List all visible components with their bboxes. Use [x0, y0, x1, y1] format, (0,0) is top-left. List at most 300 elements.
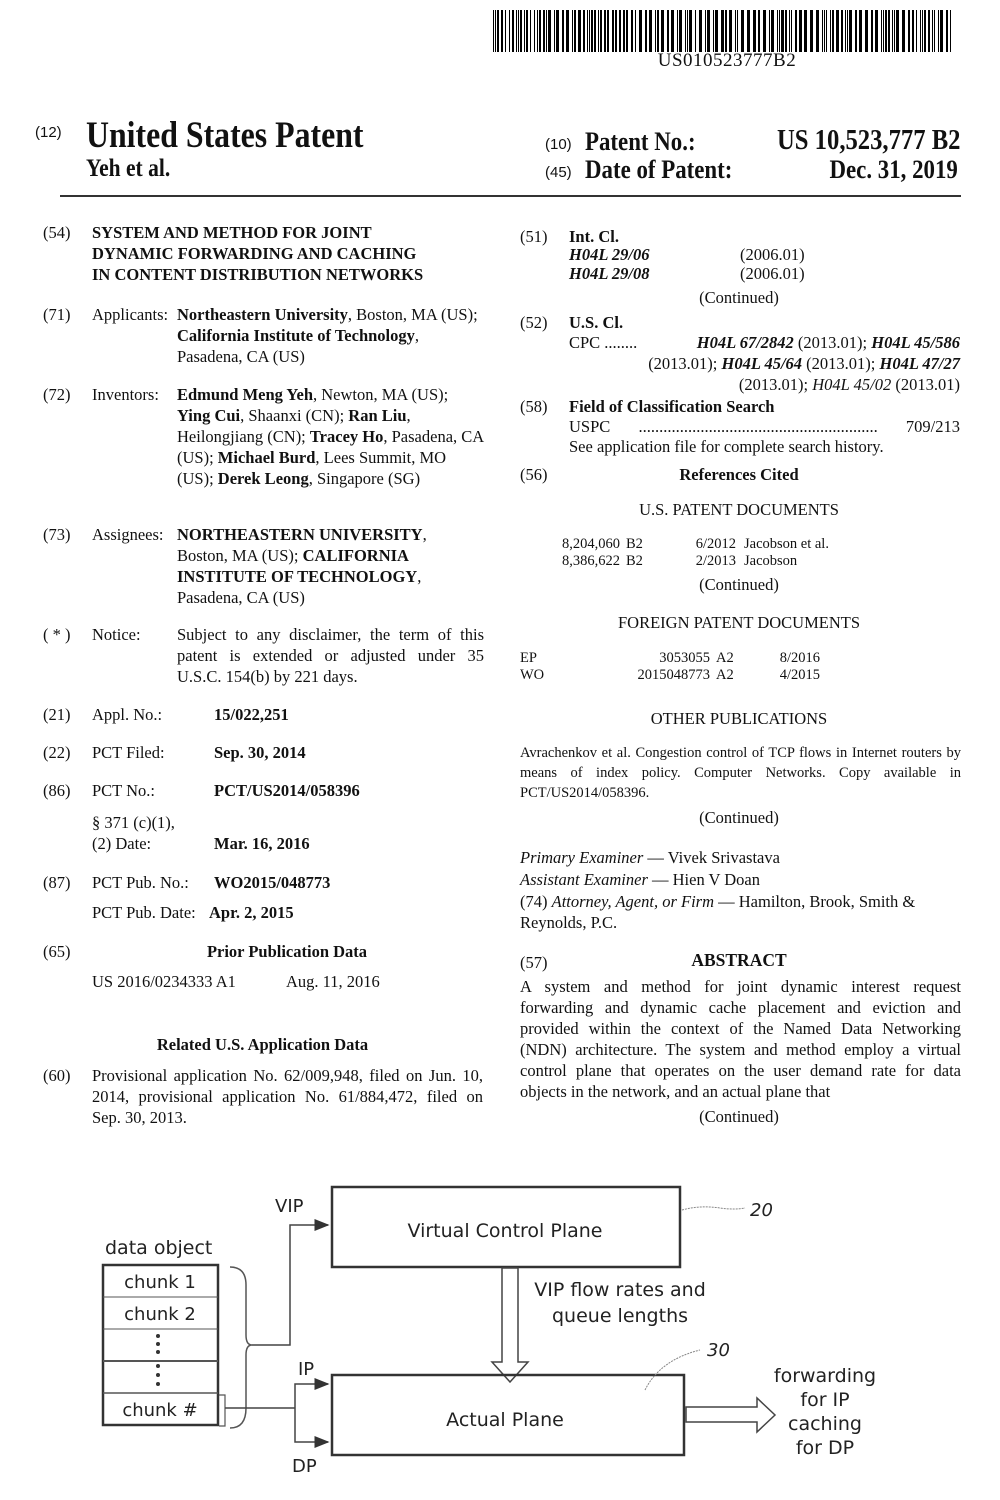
- int-cl-version: (2006.01): [740, 264, 805, 283]
- barcode-bar: [539, 10, 541, 52]
- barcode-bar: [938, 10, 939, 52]
- us-docs-continued: (Continued): [699, 575, 779, 594]
- barcode-bar: [830, 10, 831, 52]
- code-86: (86): [43, 781, 71, 800]
- barcode-bar: [554, 10, 555, 52]
- cpc-line: [569, 353, 960, 374]
- output-arrow: [686, 1398, 775, 1432]
- barcode-bar: [501, 10, 503, 52]
- barcode-bar: [679, 10, 682, 52]
- us-patent-doc-row: [556, 553, 884, 570]
- barcode-bar: [534, 10, 535, 52]
- appl-no-value: 15/022,251: [214, 705, 289, 724]
- pct-pub-no-label: PCT Pub. No.:: [92, 873, 189, 892]
- system-diagram: [0, 1150, 1000, 1500]
- text-run: (2013.01);: [648, 354, 722, 373]
- code-12: (12): [35, 124, 62, 141]
- dash: —: [718, 892, 735, 911]
- barcode-bar: [789, 10, 790, 52]
- barcode-bar: [721, 10, 724, 52]
- barcode-bar: [758, 10, 760, 52]
- invention-title-line: IN CONTENT DISTRIBUTION NETWORKS: [92, 265, 424, 284]
- barcode-bar: [777, 10, 778, 52]
- barcode-bar: [741, 10, 744, 52]
- barcode-bar: [849, 10, 852, 52]
- us-patent-doc-cell: 8,386,622: [562, 553, 620, 569]
- barcode-bar: [543, 10, 545, 52]
- barcode-bar: [671, 10, 674, 52]
- uspc-value: 709/213: [905, 417, 960, 436]
- foreign-patent-doc-cell: A2: [716, 667, 734, 683]
- field-search-heading: Field of Classification Search: [569, 397, 775, 416]
- barcode-bar: [725, 10, 727, 52]
- other-pubs-text: Avrachenkov et al. Congestion control of TCP flows in Internet routers by means of index policy. Computer Networks. Copy available in PCT/US2014/058396.: [520, 745, 961, 801]
- barcode-bar: [649, 10, 652, 52]
- barcode-bar: [922, 10, 923, 52]
- barcode-bar: [934, 10, 935, 52]
- abstract-text: A system and method for joint dynamic interest request forwarding and dynamic cache placement and eviction and provided within the context of the Named Data Networking (NDN) architecture. The system and method employ a virtual control plane that operates on the user demand rate for data objects in the network, and an actual plane that: [520, 977, 961, 1101]
- barcode-bar: [747, 10, 750, 52]
- barcode-bar: [785, 10, 787, 52]
- barcode-bar: [735, 10, 736, 52]
- assistant-examiner-label: Assistant Examiner: [520, 870, 648, 889]
- dp-connector: [295, 1408, 328, 1442]
- barcode-bar: [598, 10, 599, 52]
- barcode: [493, 10, 961, 52]
- attorney-label: Attorney, Agent, or Firm: [551, 892, 715, 911]
- barcode-bar: [594, 10, 596, 52]
- barcode-bar: [589, 10, 590, 52]
- primary-examiner-label: Primary Examiner: [520, 848, 644, 867]
- barcode-bar: [619, 10, 621, 52]
- code-72: (72): [43, 385, 71, 404]
- barcode-bar: [799, 10, 802, 52]
- barcode-bar: [537, 10, 538, 52]
- barcode-bar: [655, 10, 656, 52]
- output-label-line: for IP: [800, 1389, 850, 1411]
- barcode-bar: [824, 10, 825, 52]
- barcode-bar: [615, 10, 617, 52]
- text-run: H04L 47/27: [879, 354, 960, 373]
- text-run: Derek Leong: [217, 469, 309, 488]
- barcode-bar: [940, 10, 943, 52]
- code-87: (87): [43, 873, 71, 892]
- abstract-heading: ABSTRACT: [691, 950, 787, 970]
- text-run: NORTHEASTERN UNIVERSITY: [177, 525, 423, 544]
- int-cl-class: H04L 29/06: [569, 245, 650, 264]
- barcode-bar: [912, 10, 914, 52]
- text-run: (2013.01);: [793, 333, 872, 352]
- flow-down-arrow: [492, 1268, 528, 1382]
- int-cl-version: (2006.01): [740, 245, 805, 264]
- assistant-examiner-name: Hien V Doan: [672, 870, 761, 889]
- vip-connector: [252, 1225, 328, 1345]
- barcode-bar: [928, 10, 930, 52]
- barcode-bar: [892, 10, 893, 52]
- barcode-bar: [645, 10, 647, 52]
- barcode-bar: [804, 10, 807, 52]
- ref-20-label: 20: [750, 1200, 773, 1221]
- flow-label-line: VIP flow rates and: [534, 1279, 706, 1301]
- data-object-label: data object: [105, 1237, 213, 1259]
- code-54: (54): [43, 223, 71, 242]
- dash: —: [652, 870, 669, 889]
- text-run: (2013.01): [891, 375, 960, 394]
- barcode-bar: [847, 10, 848, 52]
- pct-filed-value: Sep. 30, 2014: [214, 743, 306, 762]
- inventor-short: Yeh et al.: [86, 155, 171, 182]
- barcode-bar: [885, 10, 887, 52]
- barcode-bar: [685, 10, 686, 52]
- barcode-bar: [816, 10, 819, 52]
- us-patent-doc-row: [556, 536, 884, 553]
- pct-no-value: PCT/US2014/058396: [214, 781, 360, 800]
- barcode-bar: [526, 10, 528, 52]
- barcode-bar: [763, 10, 766, 52]
- barcode-bar: [524, 10, 525, 52]
- barcode-bar: [607, 10, 609, 52]
- barcode-bar: [530, 10, 531, 52]
- text-run: Tracey Ho: [309, 427, 384, 446]
- int-cl-heading: Int. Cl.: [569, 227, 619, 246]
- patent-date: Dec. 31, 2019: [829, 155, 958, 184]
- barcode-bar: [495, 10, 496, 52]
- barcode-bar: [908, 10, 910, 52]
- output-label-line: for DP: [795, 1437, 855, 1459]
- barcode-bar: [574, 10, 576, 52]
- code-74: (74): [520, 892, 548, 911]
- output-label-line: caching: [788, 1413, 862, 1435]
- primary-examiner: [520, 847, 780, 868]
- patent-no-label: Patent No.:: [585, 127, 696, 156]
- output-label-line: forwarding: [773, 1365, 877, 1387]
- virtual-control-plane-label: Virtual Control Plane: [407, 1220, 603, 1242]
- chunk-brace: [219, 1395, 225, 1426]
- dp-label: DP: [292, 1456, 317, 1477]
- pct-filed-label: PCT Filed:: [92, 743, 165, 762]
- barcode-bar: [832, 10, 834, 52]
- actual-plane-label: Actual Plane: [446, 1409, 564, 1431]
- other-pubs-heading: OTHER PUBLICATIONS: [650, 709, 828, 728]
- barcode-bar: [687, 10, 688, 52]
- code-71: (71): [43, 305, 71, 324]
- prior-pub-date: Aug. 11, 2016: [286, 972, 380, 991]
- foreign-patent-doc-cell: 2015048773: [637, 667, 710, 683]
- barcode-bar: [920, 10, 921, 52]
- barcode-bar: [548, 10, 551, 52]
- s371-label: [92, 812, 175, 854]
- barcode-bar: [896, 10, 899, 52]
- text-run: H04L 67/2842: [696, 333, 794, 352]
- barcode-bar: [753, 10, 756, 52]
- us-patent-doc-cell: Jacobson et al.: [744, 536, 829, 552]
- header-rule: [60, 195, 961, 197]
- assignees-label: Assignees:: [92, 525, 164, 544]
- barcode-bar: [635, 10, 636, 52]
- barcode-bar: [583, 10, 585, 52]
- date-label: Date of Patent:: [585, 155, 733, 184]
- us-patent-doc-cell: Jacobson: [744, 553, 798, 569]
- barcode-bar: [657, 10, 659, 52]
- pct-pub-no-value: WO2015/048773: [214, 873, 331, 892]
- barcode-bar: [781, 10, 784, 52]
- text-run: , Pasadena, CA (US): [177, 567, 422, 607]
- us-patent-docs-table: [556, 536, 884, 570]
- patent-number: US 10,523,777 B2: [776, 125, 960, 156]
- barcode-bar: [779, 10, 780, 52]
- barcode-bar: [509, 10, 510, 52]
- barcode-bar: [822, 10, 823, 52]
- pct-pub-date-label: PCT Pub. Date:: [92, 903, 196, 922]
- us-patent-doc-cell: 2/2013: [695, 553, 736, 569]
- cpc-line: [569, 374, 960, 395]
- appl-no-label: Appl. No.:: [92, 705, 163, 724]
- code-73: (73): [43, 525, 71, 544]
- barcode-bar: [932, 10, 933, 52]
- us-cl-heading: U.S. Cl.: [569, 313, 624, 332]
- text-run: , Newton, MA (US);: [313, 385, 449, 404]
- barcode-bar: [695, 10, 696, 52]
- code-22: (22): [43, 743, 71, 762]
- us-patent-doc-cell: B2: [626, 553, 643, 569]
- barcode-bar: [587, 10, 588, 52]
- barcode-bar: [715, 10, 718, 52]
- int-cl-class: H04L 29/08: [569, 264, 650, 283]
- barcode-bar: [591, 10, 593, 52]
- text-run: Ying Cui: [177, 406, 241, 425]
- cpc-line: [640, 332, 960, 353]
- related-data-heading: Related U.S. Application Data: [156, 1035, 369, 1054]
- barcode-bar: [883, 10, 884, 52]
- barcode-bar: [810, 10, 813, 52]
- barcode-bar: [667, 10, 669, 52]
- barcode-bar: [562, 10, 564, 52]
- text-run: H04L 45/02: [812, 375, 892, 394]
- barcode-bar: [623, 10, 625, 52]
- barcode-bar: [769, 10, 770, 52]
- attorney: [520, 891, 960, 933]
- text-run: California Institute of Technology: [177, 326, 415, 345]
- text-run: , Boston, MA (US);: [177, 525, 427, 565]
- barcode-bar: [881, 10, 882, 52]
- barcode-bar: [626, 10, 628, 52]
- patent-type-heading: [35, 124, 62, 142]
- barcode-bar: [836, 10, 839, 52]
- barcode-bar: [871, 10, 873, 52]
- barcode-bar: [699, 10, 702, 52]
- barcode-bar: [677, 10, 678, 52]
- foreign-patent-docs-table: [520, 650, 820, 684]
- foreign-patent-docs-heading: FOREIGN PATENT DOCUMENTS: [617, 613, 861, 632]
- refs-heading: References Cited: [679, 465, 799, 484]
- barcode-bar: [795, 10, 797, 52]
- cpc-label: CPC ........: [569, 333, 638, 352]
- pct-no-label: PCT No.:: [92, 781, 155, 800]
- barcode-bar: [578, 10, 581, 52]
- invention-title-line: DYNAMIC FORWARDING AND CACHING: [92, 244, 417, 263]
- barcode-bar: [855, 10, 857, 52]
- barcode-bar: [707, 10, 710, 52]
- text-run: Northeastern University: [177, 305, 348, 324]
- s371-date-value: Mar. 16, 2016: [214, 834, 310, 853]
- chunk-label: chunk 2: [124, 1304, 196, 1325]
- barcode-bar: [705, 10, 706, 52]
- primary-examiner-name: Vivek Srivastava: [667, 848, 780, 867]
- abstract-continued: (Continued): [699, 1107, 779, 1126]
- vip-label: VIP: [275, 1196, 304, 1217]
- text-run: , Boston, MA (US);: [347, 305, 478, 324]
- text-run: Ran Liu: [348, 406, 407, 425]
- barcode-bar: [689, 10, 692, 52]
- barcode-bar: [902, 10, 905, 52]
- barcode-number: US010523777B2: [657, 50, 797, 71]
- barcode-bar: [612, 10, 614, 52]
- foreign-patent-doc-cell: EP: [520, 650, 537, 666]
- barcode-bar: [631, 10, 633, 52]
- barcode-bar: [512, 10, 514, 52]
- code-58: (58): [520, 397, 548, 416]
- text-run: CALIFORNIA INSTITUTE OF TECHNOLOGY: [177, 546, 418, 586]
- foreign-patent-doc-cell: 4/2015: [779, 667, 820, 683]
- barcode-bar: [493, 10, 494, 52]
- prior-pub-heading: Prior Publication Data: [206, 942, 368, 961]
- ip-label: IP: [298, 1359, 315, 1380]
- barcode-bar: [771, 10, 774, 52]
- barcode-bar: [946, 10, 948, 52]
- foreign-patent-doc-cell: WO: [520, 667, 545, 683]
- text-run: , Pasadena, CA (US): [177, 326, 420, 366]
- notice-label: Notice:: [92, 625, 141, 644]
- uspc-line: [569, 416, 960, 437]
- code-21: (21): [43, 705, 71, 724]
- foreign-patent-doc-row: [520, 667, 820, 684]
- pct-pub-date-value: Apr. 2, 2015: [209, 903, 294, 922]
- data-object-chunks: [103, 1265, 218, 1425]
- text-run: , Shaanxi (CN);: [240, 406, 349, 425]
- assignees-value: [177, 524, 477, 608]
- code-10: (10): [545, 136, 572, 153]
- us-patent-docs-heading: U.S. PATENT DOCUMENTS: [639, 500, 839, 519]
- inventors-label: Inventors:: [92, 385, 159, 404]
- barcode-bar: [924, 10, 926, 52]
- code-51: (51): [520, 227, 548, 246]
- text-run: Edmund Meng Yeh: [177, 385, 314, 404]
- text-run: H04L 45/586: [871, 333, 960, 352]
- barcode-bar: [791, 10, 792, 52]
- uspc-dots: ..........................................................: [638, 417, 878, 436]
- barcode-bar: [556, 10, 559, 52]
- s371-label-line2: (2) Date:: [92, 834, 152, 853]
- us-patent-doc-cell: B2: [626, 536, 643, 552]
- barcode-bar: [572, 10, 573, 52]
- notice-text: Subject to any disclaimer, the term of this patent is extended or adjusted under 35 U.S.C. 154(b) by 221 days.: [177, 625, 484, 686]
- invention-title: [92, 222, 492, 285]
- invention-title-line: SYSTEM AND METHOD FOR JOINT: [92, 223, 372, 242]
- barcode-bar: [888, 10, 890, 52]
- barcode-bar: [661, 10, 664, 52]
- text-run: Michael Burd: [217, 448, 316, 467]
- ref-20-leader: [682, 1207, 745, 1210]
- us-patent-doc-cell: 6/2012: [695, 536, 736, 552]
- code-56: (56): [520, 465, 548, 484]
- text-run: , Pasadena, CA (US);: [177, 427, 484, 467]
- foreign-patent-doc-row: [520, 650, 820, 667]
- barcode-bar: [826, 10, 827, 52]
- barcode-bar: [841, 10, 843, 52]
- barcode-bar: [505, 10, 506, 52]
- flow-label-line: queue lengths: [551, 1305, 689, 1327]
- code-65: (65): [43, 942, 71, 961]
- barcode-bar: [845, 10, 846, 52]
- barcode-bar: [497, 10, 499, 52]
- text-run: , Singapore (SG): [308, 469, 421, 488]
- prior-pub-number: US 2016/0234333 A1: [92, 972, 236, 991]
- barcode-bar: [713, 10, 714, 52]
- barcode-bar: [518, 10, 519, 52]
- applicants-value: [177, 304, 482, 367]
- us-patent-doc-cell: 8,204,060: [562, 536, 620, 552]
- barcode-bar: [516, 10, 517, 52]
- barcode-bar: [894, 10, 895, 52]
- text-run: , Lees Summit, MO (US);: [177, 448, 447, 488]
- related-data-text: Provisional application No. 62/009,948, filed on Jun. 10, 2014, provisional application No. 61/884,472, filed on Sep. 30, 2013.: [92, 1066, 483, 1127]
- barcode-bar: [600, 10, 602, 52]
- barcode-bar: [520, 10, 522, 52]
- code-52: (52): [520, 313, 548, 332]
- chunk-label: chunk #: [122, 1400, 198, 1421]
- barcode-bar: [859, 10, 862, 52]
- attorney-name: Hamilton, Brook, Smith & Reynolds, P.C.: [520, 892, 916, 932]
- ref-30-label: 30: [707, 1340, 730, 1361]
- patent-title-heading: United States Patent: [86, 115, 364, 156]
- foreign-patent-doc-cell: 8/2016: [779, 650, 820, 666]
- barcode-bar: [916, 10, 917, 52]
- code-45: (45): [545, 164, 572, 181]
- dash: —: [647, 848, 664, 867]
- applicants-label: Applicants:: [92, 305, 169, 324]
- other-pubs-continued: (Continued): [699, 808, 779, 827]
- barcode-bar: [546, 10, 547, 52]
- int-cl-continued: (Continued): [699, 288, 779, 307]
- barcode-bar: [865, 10, 868, 52]
- text-run: , Heilongjiang (CN);: [177, 406, 411, 446]
- barcode-bar: [729, 10, 732, 52]
- object-brace: [230, 1267, 252, 1428]
- text-run: (2013.01);: [802, 354, 880, 373]
- field-search-note: See application file for complete search history.: [569, 437, 884, 456]
- text-run: (2013.01);: [738, 375, 813, 394]
- barcode-bar: [875, 10, 878, 52]
- ip-connector: [295, 1384, 328, 1408]
- barcode-bar: [604, 10, 606, 52]
- code-notice: ( * ): [43, 625, 71, 644]
- uspc-label: USPC: [569, 417, 611, 436]
- assistant-examiner: [520, 869, 760, 890]
- barcode-bar: [566, 10, 569, 52]
- foreign-patent-doc-cell: 3053055: [659, 650, 710, 666]
- code-57: (57): [520, 953, 548, 972]
- foreign-patent-doc-cell: A2: [716, 650, 734, 666]
- chunk-label: chunk 1: [124, 1272, 196, 1293]
- text-run: H04L 45/64: [721, 354, 803, 373]
- ref-30-leader: [645, 1350, 700, 1390]
- barcode-bar: [737, 10, 738, 52]
- barcode-bar: [639, 10, 642, 52]
- barcode-bar: [950, 10, 951, 52]
- s371-label-line1: § 371 (c)(1),: [92, 813, 175, 832]
- inventors-value: [177, 384, 485, 489]
- code-60: (60): [43, 1066, 71, 1085]
